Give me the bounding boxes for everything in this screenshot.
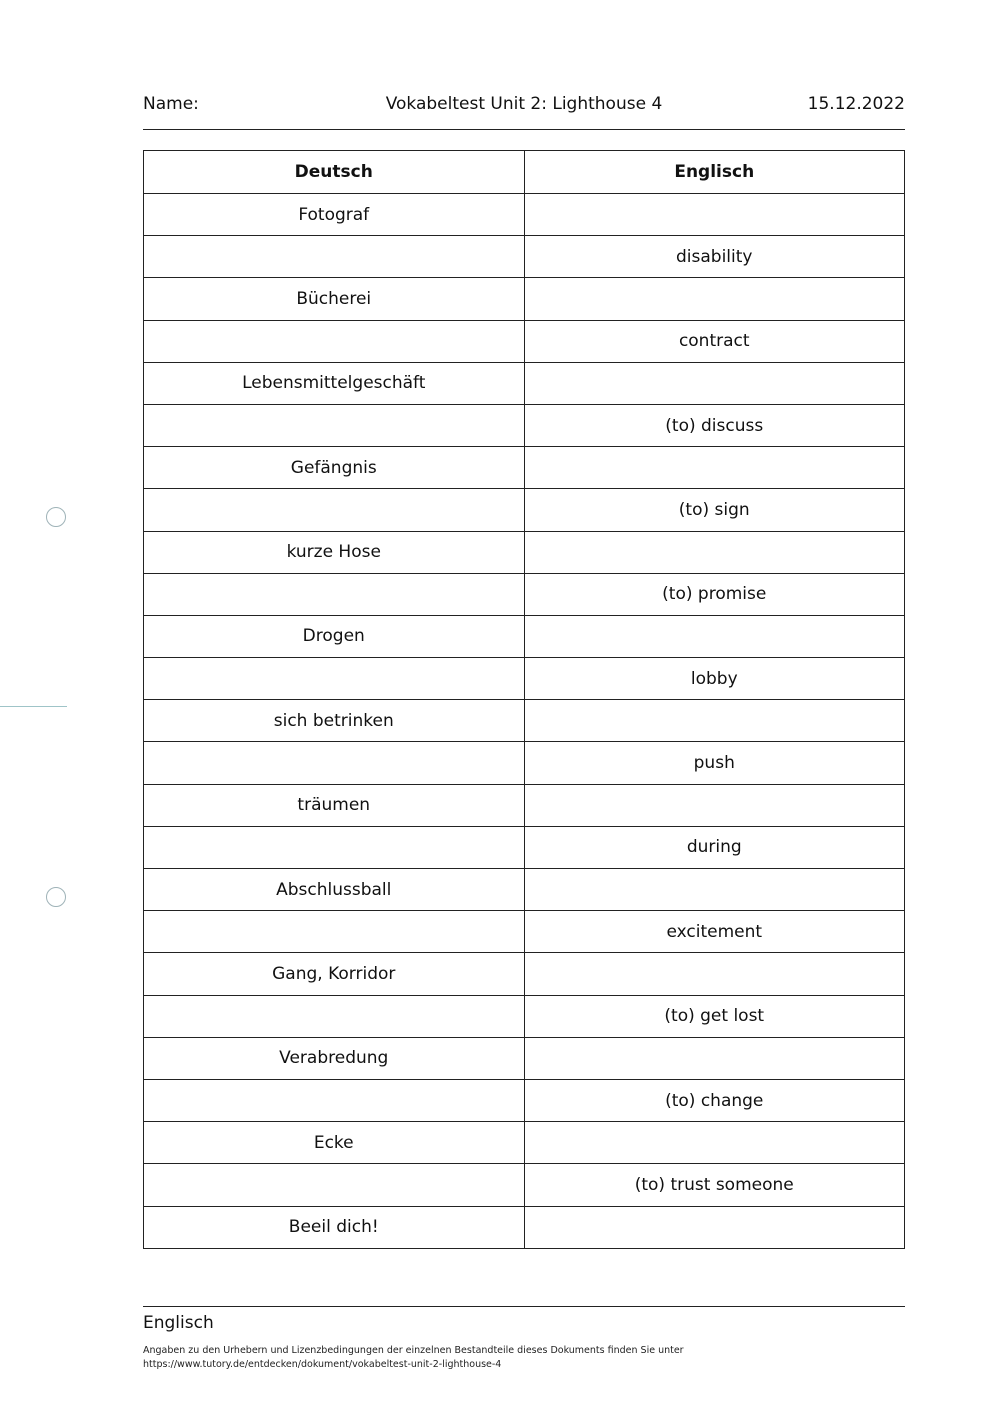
table-row [144, 447, 905, 489]
cell-deutsch[interactable] [144, 489, 525, 531]
column-header-deutsch: Deutsch [144, 151, 525, 194]
table-row [144, 1037, 905, 1079]
table-row [144, 742, 905, 784]
cell-deutsch: Fotograf [144, 194, 525, 236]
page-title: Vokabeltest Unit 2: Lighthouse 4 [385, 94, 663, 114]
table-row [144, 278, 905, 320]
table-row [144, 911, 905, 953]
table-row [144, 700, 905, 742]
cell-deutsch: Beeil dich! [144, 1206, 525, 1248]
table-row [144, 615, 905, 657]
cell-englisch: during [524, 826, 905, 868]
cell-englisch[interactable] [524, 869, 905, 911]
cell-deutsch[interactable] [144, 995, 525, 1037]
footer-subject: Englisch [143, 1313, 214, 1333]
cell-deutsch[interactable] [144, 911, 525, 953]
cell-englisch[interactable] [524, 953, 905, 995]
name-label: Name: [143, 94, 199, 114]
table-row [144, 826, 905, 868]
cell-englisch: (to) change [524, 1079, 905, 1121]
cell-englisch[interactable] [524, 1122, 905, 1164]
table-row [144, 1164, 905, 1206]
cell-deutsch: Abschlussball [144, 869, 525, 911]
cell-englisch: (to) trust someone [524, 1164, 905, 1206]
cell-englisch[interactable] [524, 447, 905, 489]
cell-englisch: lobby [524, 658, 905, 700]
cell-deutsch: Gang, Korridor [144, 953, 525, 995]
cell-englisch[interactable] [524, 1206, 905, 1248]
fold-mark [0, 706, 67, 707]
date-label: 15.12.2022 [807, 94, 905, 114]
cell-englisch[interactable] [524, 615, 905, 657]
cell-deutsch[interactable] [144, 826, 525, 868]
cell-englisch: (to) get lost [524, 995, 905, 1037]
cell-deutsch: träumen [144, 784, 525, 826]
cell-englisch[interactable] [524, 278, 905, 320]
cell-deutsch[interactable] [144, 320, 525, 362]
cell-deutsch[interactable] [144, 404, 525, 446]
table-row [144, 784, 905, 826]
punch-hole-mark [46, 887, 66, 907]
cell-englisch: excitement [524, 911, 905, 953]
credit-url: https://www.tutory.de/entdecken/dokument/vokabeltest-unit-2-lighthouse-4 [143, 1359, 502, 1370]
table-row [144, 236, 905, 278]
cell-deutsch: Verabredung [144, 1037, 525, 1079]
table-row [144, 531, 905, 573]
column-header-englisch: Englisch [524, 151, 905, 194]
table-row [144, 404, 905, 446]
footer-credit [143, 1344, 905, 1372]
cell-englisch[interactable] [524, 700, 905, 742]
table-row [144, 573, 905, 615]
cell-deutsch: kurze Hose [144, 531, 525, 573]
cell-deutsch[interactable] [144, 1164, 525, 1206]
cell-englisch: (to) promise [524, 573, 905, 615]
cell-englisch: push [524, 742, 905, 784]
table-row [144, 362, 905, 404]
cell-deutsch: Gefängnis [144, 447, 525, 489]
cell-englisch: (to) sign [524, 489, 905, 531]
table-row [144, 194, 905, 236]
cell-englisch[interactable] [524, 531, 905, 573]
cell-englisch: (to) discuss [524, 404, 905, 446]
cell-deutsch[interactable] [144, 573, 525, 615]
table-row [144, 489, 905, 531]
cell-deutsch: Bücherei [144, 278, 525, 320]
vocabulary-table [143, 150, 905, 1249]
table-row [144, 1206, 905, 1248]
page-header [143, 94, 905, 120]
punch-hole-mark [46, 507, 66, 527]
cell-deutsch: Drogen [144, 615, 525, 657]
cell-englisch[interactable] [524, 784, 905, 826]
cell-englisch: contract [524, 320, 905, 362]
credit-text: Angaben zu den Urhebern und Lizenzbedingungen der einzelnen Bestandteile dieses Dokuments finden Sie unter [143, 1345, 684, 1356]
cell-englisch[interactable] [524, 362, 905, 404]
cell-deutsch[interactable] [144, 742, 525, 784]
table-row [144, 1122, 905, 1164]
cell-englisch[interactable] [524, 194, 905, 236]
table-row [144, 953, 905, 995]
cell-deutsch[interactable] [144, 658, 525, 700]
cell-deutsch[interactable] [144, 1079, 525, 1121]
table-row [144, 658, 905, 700]
table-row [144, 869, 905, 911]
table-row [144, 320, 905, 362]
table-header-row [144, 151, 905, 194]
cell-deutsch: Ecke [144, 1122, 525, 1164]
table-row [144, 995, 905, 1037]
cell-deutsch[interactable] [144, 236, 525, 278]
cell-englisch[interactable] [524, 1037, 905, 1079]
cell-deutsch: Lebensmittelgeschäft [144, 362, 525, 404]
cell-deutsch: sich betrinken [144, 700, 525, 742]
table-row [144, 1079, 905, 1121]
header-divider [143, 129, 905, 130]
footer-divider [143, 1306, 905, 1307]
cell-englisch: disability [524, 236, 905, 278]
